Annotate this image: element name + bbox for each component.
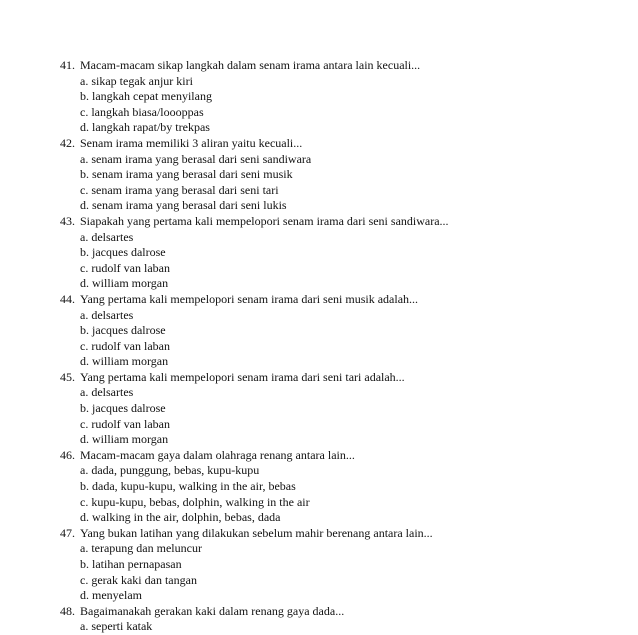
question-text: Macam-macam sikap langkah dalam senam irama antara lain kecuali... [80, 58, 421, 72]
option-a: a. delsartes [80, 385, 134, 400]
question-stem [0, 58, 638, 74]
question-stem [0, 526, 638, 542]
option-b: b. jacques dalrose [80, 245, 166, 260]
option-a: a. senam irama yang berasal dari seni sandiwara [80, 151, 312, 166]
option-c: c. rudolf van laban [80, 260, 170, 275]
question-45 [0, 370, 638, 448]
option-d: d. william morgan [80, 354, 169, 369]
question-42 [0, 136, 638, 214]
option-a: a. terapung dan meluncur [80, 541, 202, 556]
option-a: a. sikap tegak anjur kiri [80, 73, 193, 88]
question-list [0, 58, 638, 635]
option-b: b. latihan pernapasan [80, 557, 182, 571]
option-d: d. william morgan [80, 432, 169, 447]
question-stem [0, 136, 638, 152]
option-b: b. jacques dalrose [80, 401, 166, 416]
question-number: 45. [60, 369, 75, 384]
question-number: 47. [60, 525, 75, 540]
option-a: a. seperti katak [80, 619, 153, 634]
question-41 [0, 58, 638, 136]
option-b: b. dada, kupu-kupu, walking in the air, bebas [80, 479, 296, 494]
question-text: Yang pertama kali mempelopori senam irama dari seni musik adalah... [80, 291, 419, 306]
question-stem [0, 214, 638, 230]
option-d: d. menyelam [80, 588, 142, 603]
question-number: 46. [60, 447, 75, 462]
question-text: Macam-macam gaya dalam olahraga renang antara lain... [80, 447, 355, 462]
question-text: Yang bukan latihan yang dilakukan sebelum mahir berenang antara lain... [80, 525, 433, 540]
option-c: c. rudolf van laban [80, 338, 170, 353]
question-text: Siapakah yang pertama kali mempelopori senam irama dari seni sandiwara... [80, 213, 449, 228]
question-43 [0, 214, 638, 292]
option-a: a. delsartes [80, 229, 134, 244]
option-b: b. langkah cepat menyilang [80, 89, 212, 104]
option-b: b. jacques dalrose [80, 323, 166, 338]
option-d: d. william morgan [80, 276, 169, 291]
option-c: c. senam irama yang berasal dari seni tari [80, 182, 279, 197]
option-a: a. delsartes [80, 307, 134, 322]
question-text: Bagaimanakah gerakan kaki dalam renang gaya dada... [80, 603, 345, 618]
option-d: d. langkah rapat/by trekpas [80, 120, 210, 135]
option-c: c. gerak kaki dan tangan [80, 572, 197, 587]
question-stem [0, 448, 638, 464]
question-number: 48. [60, 603, 75, 618]
option-c: c. langkah biasa/loooppas [80, 104, 204, 119]
question-stem [0, 604, 638, 620]
option-a: a. dada, punggung, bebas, kupu-kupu [80, 463, 260, 478]
question-46 [0, 448, 638, 526]
question-44 [0, 292, 638, 370]
option-c: c. rudolf van laban [80, 416, 170, 431]
question-48 [0, 604, 638, 635]
question-text: Yang pertama kali mempelopori senam irama dari seni tari adalah... [80, 369, 405, 384]
question-number: 41. [60, 58, 75, 72]
question-number: 44. [60, 291, 75, 306]
option-d: d. senam irama yang berasal dari seni lukis [80, 198, 287, 213]
option-d: d. walking in the air, dolphin, bebas, dada [80, 510, 281, 525]
question-stem [0, 370, 638, 386]
question-47 [0, 526, 638, 604]
option-b: b. senam irama yang berasal dari seni musik [80, 167, 293, 182]
question-number: 43. [60, 213, 75, 228]
question-stem [0, 292, 638, 308]
option-c: c. kupu-kupu, bebas, dolphin, walking in the air [80, 494, 310, 509]
question-number: 42. [60, 135, 75, 150]
question-text: Senam irama memiliki 3 aliran yaitu kecuali... [80, 135, 303, 150]
